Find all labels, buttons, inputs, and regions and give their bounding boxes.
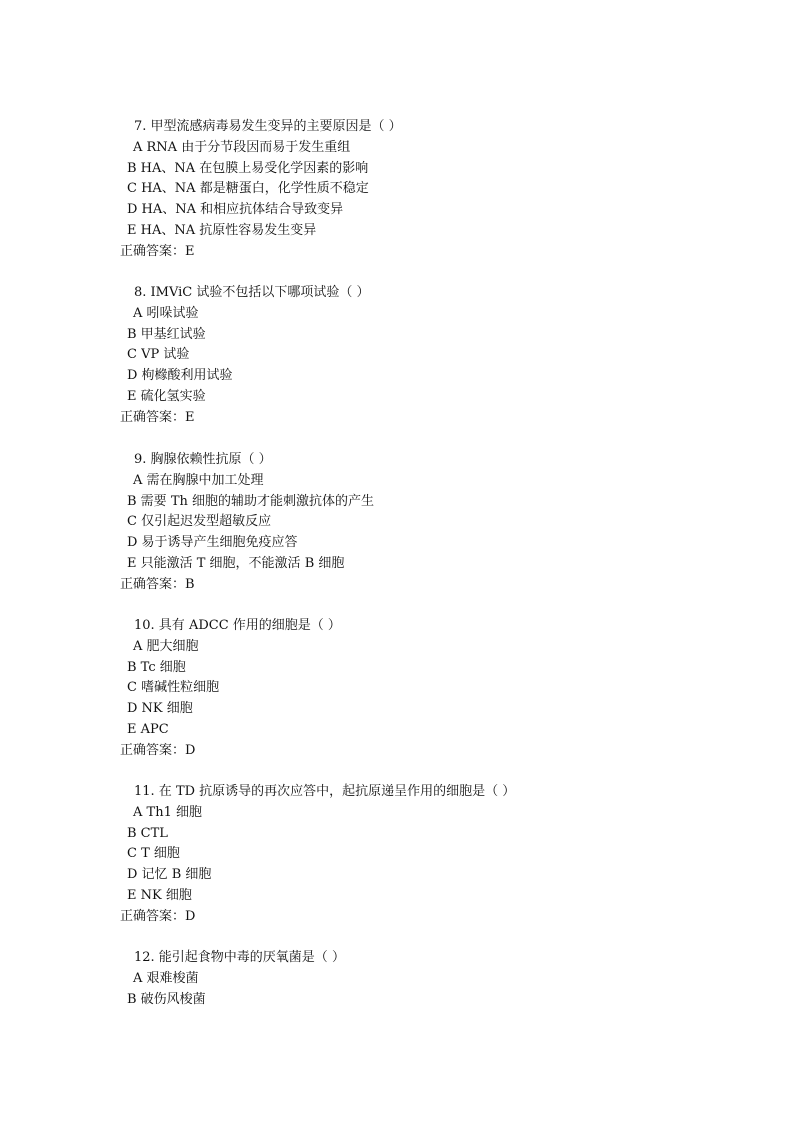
- question-8: [120, 283, 720, 429]
- question-9: [120, 450, 720, 596]
- question-11: [120, 782, 720, 928]
- option-c: C VP 试验: [127, 347, 190, 363]
- option-c: C 仅引起迟发型超敏反应: [127, 514, 272, 530]
- question-title: 11. 在 TD 抗原诱导的再次应答中，起抗原递呈作用的细胞是（ ）: [134, 784, 516, 799]
- question-12: [120, 948, 720, 1010]
- question-title: 10. 具有 ADCC 作用的细胞是（ ）: [134, 618, 341, 633]
- option-a: A 艰难梭菌: [133, 970, 199, 986]
- option-e: E NK 细胞: [127, 887, 192, 903]
- option-e: E 只能激活 T 细胞，不能激活 B 细胞: [127, 555, 345, 571]
- correct-answer: 正确答案：E: [120, 409, 195, 425]
- option-a: A 需在胸腺中加工处理: [133, 472, 264, 488]
- option-b: B HA、NA 在包膜上易受化学因素的影响: [127, 160, 369, 176]
- option-d: D 枸橼酸利用试验: [127, 368, 233, 384]
- option-a: A 肥大细胞: [133, 638, 199, 654]
- option-b: B Tc 细胞: [127, 659, 186, 675]
- question-7: [120, 117, 720, 263]
- option-e: E HA、NA 抗原性容易发生变异: [127, 222, 317, 238]
- option-c: C HA、NA 都是糖蛋白，化学性质不稳定: [127, 181, 369, 197]
- correct-answer: 正确答案：D: [120, 908, 196, 924]
- question-title: 7. 甲型流感病毒易发生变异的主要原因是（ ）: [134, 119, 402, 134]
- option-d: D NK 细胞: [127, 701, 193, 717]
- question-title: 12. 能引起食物中毒的厌氧菌是（ ）: [134, 950, 345, 965]
- option-e: E APC: [127, 721, 169, 737]
- option-c: C 嗜碱性粒细胞: [127, 680, 220, 696]
- question-10: [120, 616, 720, 762]
- option-a: A 吲哚试验: [133, 305, 199, 321]
- option-d: D 记忆 B 细胞: [127, 867, 212, 883]
- correct-answer: 正确答案：D: [120, 742, 196, 758]
- option-b: B 甲基红试验: [127, 326, 206, 342]
- option-d: D HA、NA 和相应抗体结合导致变异: [127, 202, 344, 218]
- correct-answer: 正确答案：E: [120, 243, 195, 259]
- correct-answer: 正确答案：B: [120, 576, 195, 592]
- option-b: B 破伤风梭菌: [127, 991, 206, 1007]
- option-d: D 易于诱导产生细胞免疫应答: [127, 535, 298, 551]
- question-title: 9. 胸腺依赖性抗原（ ）: [134, 452, 272, 467]
- option-a: A Th1 细胞: [133, 804, 202, 820]
- option-c: C T 细胞: [127, 846, 180, 862]
- option-b: B 需要 Th 细胞的辅助才能刺激抗体的产生: [127, 493, 374, 509]
- option-a: A RNA 由于分节段因而易于发生重组: [133, 139, 351, 155]
- option-e: E 硫化氢实验: [127, 388, 206, 404]
- question-title: 8. IMViC 试验不包括以下哪项试验（ ）: [134, 285, 370, 300]
- option-b: B CTL: [127, 825, 168, 841]
